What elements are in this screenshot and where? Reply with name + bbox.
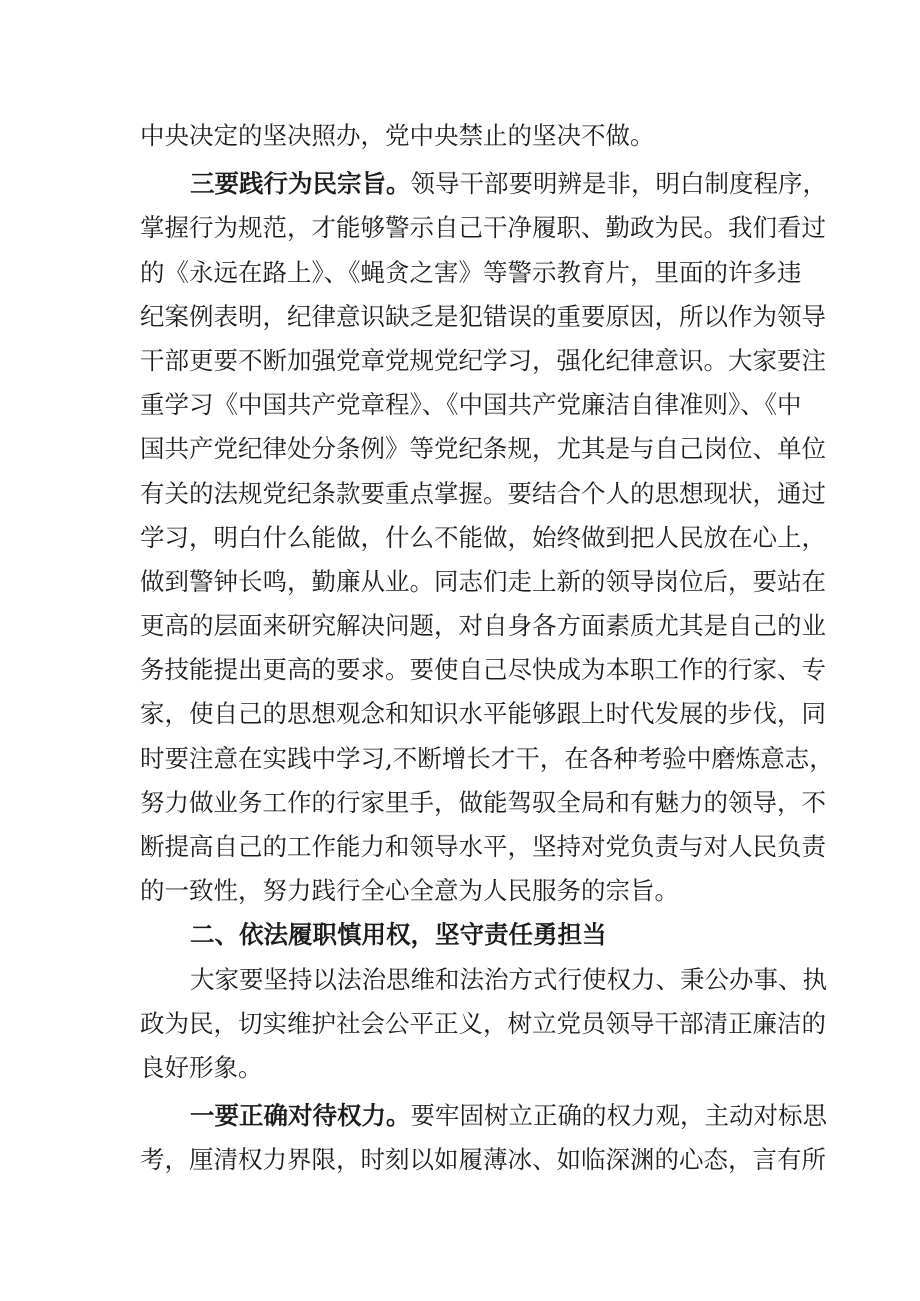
text-line: 断提高自己的工作能力和领导水平，坚持对党负责与对人民负责 [140,832,826,861]
text-line: 中央决定的坚决照办，党中央禁止的坚决不做。 [140,121,655,150]
text-line: 重学习《中国共产党章程》、《中国共产党廉洁自律准则》、《中 [140,390,802,420]
point-lead: 三要践行为民宗旨。 [190,169,411,199]
text-line: 有关的法规党纪条款要重点掌握。要结合个人的思想现状，通过 [140,478,826,508]
document-body [140,114,834,1183]
text-line: 一要正确对待权力。要牢固树立正确的权力观，主动对标思 [190,1101,827,1131]
text-line: 政为民，切实维护社会公平正义，树立党员领导干部清正廉洁的 [140,1008,826,1038]
text-line: 三要践行为民宗旨。领导干部要明辨是非，明白制度程序， [190,169,827,199]
text-line: 干部更要不断加强党章党规党纪学习，强化纪律意识。大家要注 [140,345,826,375]
text-line: 掌握行为规范，才能够警示自己干净履职、勤政为民。我们看过 [140,213,826,243]
text-line: 的一致性，努力践行全心全意为人民服务的宗旨。 [140,876,679,906]
text-line: 国共产党纪律处分条例》等党纪条规，尤其是与自己岗位、单位 [140,434,826,464]
text-line: 考，厘清权力界限，时刻以如履薄冰、如临深渊的心态，言有所 [140,1145,826,1175]
text-line: 良好形象。 [140,1052,263,1082]
text-line: 时要注意在实践中学习,不断增长才干，在各种考验中磨炼意志， [140,743,834,773]
text-line: 更高的层面来研究解决问题，对自身各方面素质尤其是自己的业 [140,611,826,641]
text-line: 纪案例表明，纪律意识缺乏是犯错误的重要原因，所以作为领导 [140,301,826,331]
text-line: 努力做业务工作的行家里手，做能驾驭全局和有魅力的领导，不 [140,787,826,817]
text-line: 做到警钟长鸣，勤廉从业。同志们走上新的领导岗位后，要站在 [140,566,826,596]
point-lead: 一要正确对待权力。 [190,1101,411,1131]
text-line: 大家要坚持以法治思维和法治方式行使权力、秉公办事、执 [190,964,827,994]
text-line: 务技能提出更高的要求。要使自己尽快成为本职工作的行家、专 [140,655,826,685]
text-line: 学习，明白什么能做，什么不能做，始终做到把人民放在心上， [140,522,826,552]
text-line: 的《永远在路上》、《蝇贪之害》等警示教育片，里面的许多违 [140,257,802,287]
text-line: 家，使自己的思想观念和知识水平能够跟上时代发展的步伐，同 [140,699,826,729]
section-heading: 二、依法履职慎用权，坚守责任勇担当 [190,920,607,950]
